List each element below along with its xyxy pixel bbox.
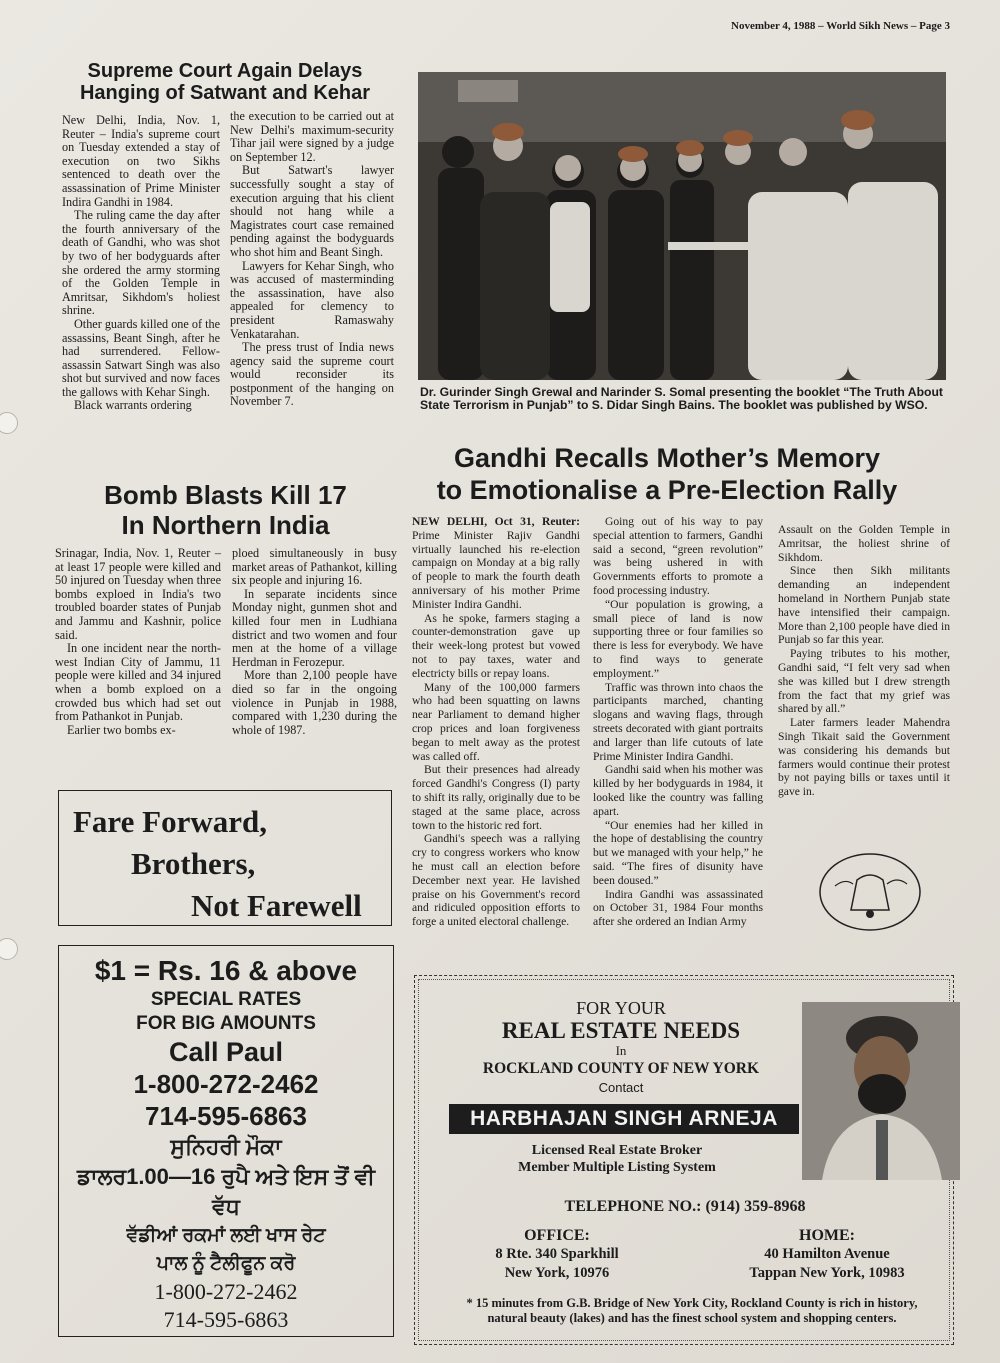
supreme-column-2: [230, 110, 394, 409]
punch-hole: [0, 938, 18, 960]
home-address: [717, 1226, 937, 1283]
paragraph: [412, 515, 580, 612]
photo-caption: Dr. Gurinder Singh Grewal and Narinder S. Somal presenting the booklet “The Truth About State Terrorism in Punjab” to S. Didar Singh Bains. The booklet was published by WSO.: [420, 385, 943, 413]
paragraph: Gandhi's speech was a rallying cry to congress workers who know he must call an election before December next year. He lavished praise on his Government's record and ridiculed opposition efforts to forge a united electoral challenge.: [412, 832, 580, 929]
ad-line: Contact: [598, 1080, 644, 1095]
paragraph: New Delhi, India, Nov. 1, Reuter – India's supreme court on Tuesday extended a stay of execution on two Sikhs sentenced to death over the assassination of Prime Minister Indira Gandhi in 1984.: [62, 113, 220, 209]
photo-illustration: [418, 72, 946, 380]
paragraph: More than 2,100 people have died so far in the ongoing violence in Punjab in 1988, compared with 1,230 during the whole of 1987.: [232, 668, 397, 737]
broker-name: HARBHAJAN SINGH ARNEJA: [449, 1104, 799, 1134]
broker-credentials: [427, 1142, 807, 1176]
ad-line: Licensed Real Estate Broker: [531, 1143, 703, 1158]
gandhi-column-3: [778, 523, 950, 799]
ad-line: FOR YOUR: [576, 998, 666, 1018]
phone-number: 714-595-6863: [145, 1101, 307, 1131]
paragraph: the execution to be carried out at New Delhi's maximum-security Tihar jail were signed by a judge on September 12.: [230, 109, 394, 164]
paragraph: Srinagar, India, Nov. 1, Reuter – at least 17 people were killed and 50 injured on Tuesday when three bombs exploed in India's two troubled boarder states of Punjab and Jammu and Kashnir, police said.: [55, 546, 221, 642]
headline-line: to Emotionalise a Pre-Election Rally: [436, 475, 898, 505]
paragraph: In one incident near the north-west Indian City of Jammu, 11 people were killed and 34 injured when a bomb exploed on a crowded bus which had set out from Pathankot in Punjab.: [55, 641, 221, 724]
news-photo: [418, 72, 946, 380]
headline-supreme-court: [40, 60, 410, 104]
address-label: HOME:: [799, 1227, 855, 1244]
supreme-column-1: [62, 114, 220, 413]
headline-line: Hanging of Satwant and Kehar: [79, 82, 371, 104]
paragraph: Many of the 100,000 farmers who had been squatting on lawns near Parliament to demand higher crop prices and loan forgiveness began to melt away as the protest was called off.: [412, 680, 580, 763]
address-line: Tappan New York, 10983: [749, 1265, 905, 1281]
ad-contact: Call Paul: [168, 1037, 284, 1067]
paragraph: Assault on the Golden Temple in Amritsar, the holiest shrine of Sikhdom.: [778, 523, 950, 564]
headline-line: Bomb Blasts Kill 17: [104, 480, 347, 510]
punjabi-line: ਪਾਲ ਨੂੰ ਟੈਲੀਫੂਨ ਕਰੋ: [156, 1253, 296, 1274]
headline-line: Supreme Court Again Delays: [87, 60, 363, 82]
dateline: NEW DELHI, Oct 31, Reuter:: [412, 515, 580, 528]
fare-line: Not Farewell: [191, 888, 362, 923]
paragraph: Traffic was thrown into chaos the participants marched, chanting slogans and waving flags, through streets decorated with giant portraits and larger than life cutouts of late Prime Minister Indira Gandhi.: [593, 680, 763, 763]
paragraph: Other guards killed one of the assassins, Beant Singh, after he had surrendered. Fellow-assassin Satwart Singh was also shot but survived and now faces the gallows with Kehar Singh.: [62, 316, 220, 399]
paragraph: “Our population is growing, a small piece of land is now supporting three or four families so there is less for everybody. We have to find ways to generate employment.”: [593, 597, 763, 680]
paragraph-text: Prime Minister Rajiv Gandhi virtually launched his re-election campaign on Monday at a big rally of people to mark the fourth death anniversary of his mother Prime Minister Indira Gandhi.: [412, 528, 580, 611]
paragraph: Paying tributes to his mother, Gandhi said, “I felt very sad when she was killed but I drew strength from the fact that my grief was shared by all.”: [778, 647, 950, 716]
paragraph: “Our enemies had her killed in the hope of destablising the country but we managed with your help,” he said. “The fires of disunity have been doused.”: [593, 818, 763, 887]
paragraph: Since then Sikh militants demanding an independent homeland in Northern Punjab state have intensified their campaign. More than 2,100 people have died in Punjab so far this year.: [778, 564, 950, 647]
phone-number: 1-800-272-2462: [133, 1069, 319, 1099]
paragraph: Earlier two bombs ex-: [67, 722, 176, 737]
paragraph: But Satwart's lawyer successfully sought a stay of execution arguing that his client should not hang while a Magistrates court case remained pending against the bodyguards who shot him and Beant Singh.: [230, 163, 394, 259]
punjabi-line: ਸੁਨਿਹਰੀ ਮੌਕਾ: [170, 1134, 282, 1159]
address-line: New York, 10976: [504, 1265, 610, 1281]
currency-exchange-ad: [58, 945, 394, 1337]
address-label: OFFICE:: [524, 1227, 590, 1244]
gandhi-column-2: [593, 515, 763, 929]
broker-portrait: [802, 1002, 960, 1180]
punjabi-line: ਡਾਲਰ1.00—16 ਰੁਪੈ ਅਤੇ ਇਸ ਤੋਂ ਵੀ: [76, 1164, 376, 1189]
paragraph: Going out of his way to pay special attention to farmers, Gandhi said a second, “green revolution” was being ushered in with Governments efforts to promote a food processing industry.: [593, 515, 763, 597]
real-estate-header: [441, 998, 801, 1097]
exchange-rate: $1 = Rs. 16 & above: [94, 955, 358, 986]
gandhi-column-1: [412, 515, 580, 929]
headline-line: Gandhi Recalls Mother’s Memory: [453, 443, 881, 473]
paragraph: Indira Gandhi was assassinated on October 31, 1984 Four months after she ordered an Indian Army: [593, 887, 763, 929]
ad-line: In: [615, 1043, 627, 1058]
broker-photo: [802, 1002, 960, 1180]
headline-gandhi: [412, 442, 922, 506]
ad-line: Member Multiple Listing System: [518, 1160, 716, 1175]
masthead: November 4, 1988 – World Sikh News – Page 3: [731, 20, 950, 32]
bomb-column-2: [232, 547, 397, 737]
office-address: [457, 1226, 657, 1283]
bomb-column-1: [55, 547, 221, 737]
fare-line: Brothers,: [131, 846, 256, 881]
punjabi-line: ਵੱਧ: [212, 1194, 240, 1219]
paragraph: The press trust of India news agency said the supreme court would reconsider its postponment of the hanging on November 7.: [230, 340, 394, 409]
address-line: 8 Rte. 340 Sparkhill: [495, 1246, 619, 1262]
phone-number: 1-800-272-2462: [154, 1279, 298, 1304]
telephone: TELEPHONE NO.: (914) 359-8968: [564, 1198, 806, 1215]
real-estate-ad: [414, 975, 954, 1345]
address-line: 40 Hamilton Avenue: [764, 1246, 890, 1262]
fare-line: Fare Forward,: [73, 804, 267, 839]
ad-line: REAL ESTATE NEEDS: [501, 1018, 741, 1043]
punjabi-line: ਵੱਡੀਆਂ ਰਕਮਾਂ ਲਈ ਖਾਸ ਰੇਟ: [126, 1225, 326, 1246]
punch-hole: [0, 412, 18, 434]
paragraph: Lawyers for Kehar Singh, who was accused of masterminding the assassination, have also appealed for clemency to president Ramaswahy Venkatarahan.: [230, 258, 394, 341]
ad-line: ROCKLAND COUNTY OF NEW YORK: [482, 1060, 760, 1077]
ad-line: FOR BIG AMOUNTS: [136, 1013, 316, 1034]
paragraph: Black warrants ordering: [74, 398, 192, 413]
fare-forward-box: [58, 790, 392, 926]
footnote: * 15 minutes from G.B. Bridge of New York City, Rockland County is rich in history, natural beauty (lakes) and has the finest school system and shopping centers.: [466, 1296, 918, 1325]
real-estate-content: [427, 990, 943, 1335]
ad-line: SPECIAL RATES: [150, 989, 302, 1010]
bell-logo: [815, 850, 925, 934]
paragraph: As he spoke, farmers staging a counter-demonstration gave up their week-long protest but vowed not to pay taxes, water and electricty bills or repay loans.: [412, 611, 580, 680]
phone-number: 714-595-6863: [163, 1307, 289, 1332]
paragraph: The ruling came the day after the fourth anniversary of the death of Gandhi, who was shot by two of her bodyguards after she ordered the army storming of the Golden Temple in Amritsar, Sikhdom's holiest shrine.: [62, 208, 220, 318]
paragraph: In separate incidents since Monday night, gunmen shot and killed four men in Ludhiana district and two women and four men at the home of a village Herdman in Ferozepur.: [232, 586, 397, 669]
headline-line: In Northern India: [121, 510, 330, 540]
paragraph: But their presences had already forced Gandhi's Congress (I) party to shift its rally, originally due to be staged at the same place, across town to the historic red fort.: [412, 763, 580, 832]
headline-bomb-blasts: [48, 480, 403, 540]
paragraph: ploed simultaneously in busy market areas of Pathankot, killing six people and injuring 16.: [232, 546, 397, 588]
paragraph: Gandhi said when his mother was killed by her bodyguards in 1984, it looked like the country was falling apart.: [593, 763, 763, 818]
paragraph: Later farmers leader Mahendra Singh Tikait said the Government was considering his demands but farmers would continue their protest by not paying bills or taxes until it gave in.: [778, 716, 950, 799]
